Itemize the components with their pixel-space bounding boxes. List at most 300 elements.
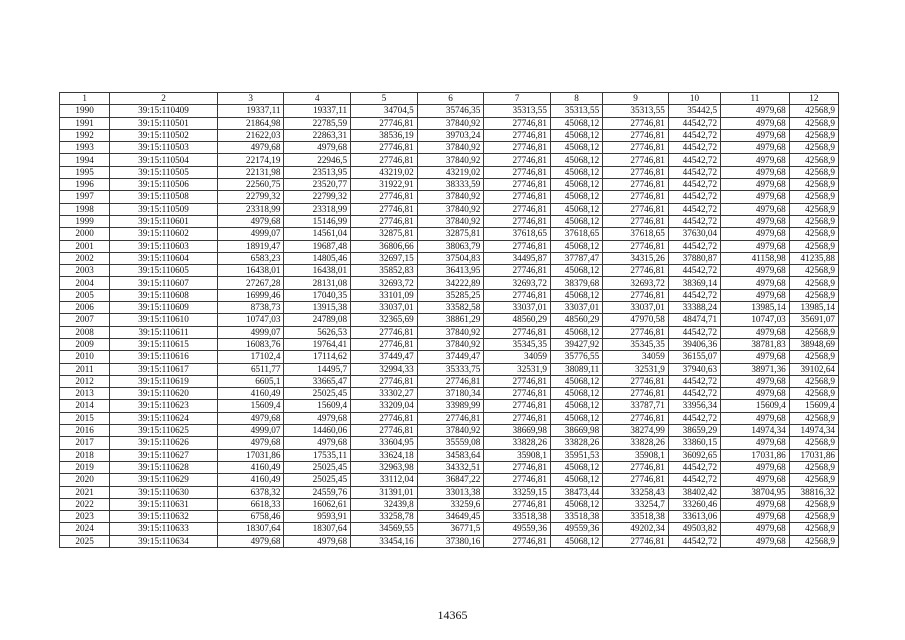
- table-cell: 35313,55: [550, 105, 602, 117]
- table-cell: 39:15:110630: [110, 486, 218, 498]
- table-cell: 22174,19: [217, 154, 284, 166]
- table-cell: 34569,55: [351, 523, 418, 535]
- table-cell: 27746,81: [484, 215, 551, 227]
- table-cell: 35313,55: [484, 105, 551, 117]
- table-cell: 38971,36: [721, 363, 790, 375]
- table-cell: 39:15:110610: [110, 314, 218, 326]
- table-cell: 27746,81: [484, 375, 551, 387]
- table-cell: 45068,12: [550, 117, 602, 129]
- column-header: 12: [789, 93, 838, 105]
- table-cell: 39:15:110632: [110, 511, 218, 523]
- table-cell: 27746,81: [603, 265, 669, 277]
- table-cell: 44542,72: [668, 142, 720, 154]
- table-cell: 44542,72: [668, 191, 720, 203]
- table-cell: 32875,81: [417, 228, 484, 240]
- table-cell: 2018: [60, 449, 110, 461]
- table-cell: 44542,72: [668, 326, 720, 338]
- table-cell: 45068,12: [550, 129, 602, 141]
- table-cell: 42568,9: [789, 277, 838, 289]
- table-cell: 42568,9: [789, 511, 838, 523]
- table-cell: 27746,81: [484, 166, 551, 178]
- table-cell: 33828,26: [484, 437, 551, 449]
- table-cell: 38659,29: [668, 425, 720, 437]
- table-cell: 8738,73: [217, 302, 284, 314]
- table-cell: 42568,9: [789, 289, 838, 301]
- table-cell: 27746,81: [603, 142, 669, 154]
- table-cell: 38816,32: [789, 486, 838, 498]
- table-cell: 9593,91: [284, 511, 351, 523]
- table-cell: 4979,68: [721, 105, 790, 117]
- table-cell: 37840,92: [417, 142, 484, 154]
- table-cell: 38536,19: [351, 129, 418, 141]
- table-cell: 27746,81: [484, 461, 551, 473]
- table-cell: 25025,45: [284, 461, 351, 473]
- table-cell: 32693,72: [351, 277, 418, 289]
- table-cell: 33258,43: [603, 486, 669, 498]
- table-cell: 49202,34: [603, 523, 669, 535]
- table-cell: 4979,68: [721, 129, 790, 141]
- table-cell: 4979,68: [721, 351, 790, 363]
- table-cell: 33828,26: [603, 437, 669, 449]
- table-cell: 27746,81: [484, 326, 551, 338]
- column-header: 4: [284, 93, 351, 105]
- table-cell: 39:15:110409: [110, 105, 218, 117]
- table-cell: 42568,9: [789, 498, 838, 510]
- table-cell: 39:15:110620: [110, 388, 218, 400]
- table-cell: 42568,9: [789, 166, 838, 178]
- table-cell: 42568,9: [789, 437, 838, 449]
- table-row: [60, 277, 839, 289]
- table-cell: 44542,72: [668, 535, 720, 547]
- table-cell: 14805,46: [284, 252, 351, 264]
- table-cell: 4999,07: [217, 228, 284, 240]
- table-cell: 44542,72: [668, 265, 720, 277]
- table-cell: 42568,9: [789, 191, 838, 203]
- table-cell: 42568,9: [789, 179, 838, 191]
- table-cell: 39:15:110604: [110, 252, 218, 264]
- table-cell: 4979,68: [721, 265, 790, 277]
- table-row: [60, 105, 839, 117]
- table-cell: 27746,81: [351, 375, 418, 387]
- table-cell: 4979,68: [721, 523, 790, 535]
- table-cell: 27746,81: [351, 215, 418, 227]
- table-cell: 2022: [60, 498, 110, 510]
- table-cell: 44542,72: [668, 474, 720, 486]
- table-cell: 14974,34: [721, 425, 790, 437]
- table-cell: 39:15:110625: [110, 425, 218, 437]
- table-cell: 33037,01: [484, 302, 551, 314]
- table-cell: 13915,38: [284, 302, 351, 314]
- table-cell: 35313,55: [603, 105, 669, 117]
- table-cell: 16083,76: [217, 338, 284, 350]
- table-cell: 44542,72: [668, 289, 720, 301]
- table-cell: 17031,86: [721, 449, 790, 461]
- table-cell: 44542,72: [668, 375, 720, 387]
- table-cell: 37618,65: [603, 228, 669, 240]
- table-cell: 4979,68: [217, 412, 284, 424]
- table-cell: 6583,23: [217, 252, 284, 264]
- table-cell: 37840,92: [417, 425, 484, 437]
- table-cell: 15146,99: [284, 215, 351, 227]
- table-cell: 42568,9: [789, 375, 838, 387]
- page-number: 14365: [437, 608, 468, 622]
- table-cell: 27746,81: [484, 179, 551, 191]
- table-row: [60, 425, 839, 437]
- table-cell: 39:15:110634: [110, 535, 218, 547]
- table-cell: 2012: [60, 375, 110, 387]
- table-cell: 22785,59: [284, 117, 351, 129]
- table-row: [60, 351, 839, 363]
- table-cell: 39427,92: [550, 338, 602, 350]
- table-row: [60, 265, 839, 277]
- table-cell: 19764,41: [284, 338, 351, 350]
- table-cell: 6618,33: [217, 498, 284, 510]
- table-cell: 4979,68: [721, 117, 790, 129]
- table-cell: 39:15:110502: [110, 129, 218, 141]
- table-cell: 38781,83: [721, 338, 790, 350]
- table-cell: 39:15:110603: [110, 240, 218, 252]
- table-cell: 42568,9: [789, 105, 838, 117]
- table-cell: 31391,01: [351, 486, 418, 498]
- table-row: [60, 388, 839, 400]
- table-cell: 37840,92: [417, 154, 484, 166]
- table-cell: 39:15:110631: [110, 498, 218, 510]
- table-cell: 38402,42: [668, 486, 720, 498]
- table-cell: 27746,81: [484, 117, 551, 129]
- table-cell: 27746,81: [484, 129, 551, 141]
- table-cell: 5626,53: [284, 326, 351, 338]
- table-cell: 32963,98: [351, 461, 418, 473]
- table-cell: 34704,5: [351, 105, 418, 117]
- table-cell: 45068,12: [550, 142, 602, 154]
- table-cell: 4160,49: [217, 388, 284, 400]
- table-cell: 37840,92: [417, 326, 484, 338]
- table-cell: 27746,81: [603, 535, 669, 547]
- table-row: [60, 215, 839, 227]
- table-cell: 32875,81: [351, 228, 418, 240]
- table-cell: 4979,68: [721, 154, 790, 166]
- table-body: [60, 105, 839, 548]
- table-cell: 19337,11: [284, 105, 351, 117]
- table-cell: 45068,12: [550, 240, 602, 252]
- table-cell: 2016: [60, 425, 110, 437]
- table-cell: 35746,35: [417, 105, 484, 117]
- table-cell: 4979,68: [721, 412, 790, 424]
- table-cell: 32439,8: [351, 498, 418, 510]
- table-cell: 42568,9: [789, 142, 838, 154]
- table-cell: 27746,81: [603, 326, 669, 338]
- table-cell: 42568,9: [789, 215, 838, 227]
- table-cell: 38704,95: [721, 486, 790, 498]
- table-cell: 44542,72: [668, 129, 720, 141]
- table-cell: 27746,81: [484, 412, 551, 424]
- table-cell: 42568,9: [789, 461, 838, 473]
- table-cell: 45068,12: [550, 461, 602, 473]
- table-cell: 18919,47: [217, 240, 284, 252]
- table-cell: 2011: [60, 363, 110, 375]
- table-cell: 4979,68: [721, 498, 790, 510]
- table-cell: 43219,02: [351, 166, 418, 178]
- table-cell: 42568,9: [789, 535, 838, 547]
- table-cell: 39:15:110615: [110, 338, 218, 350]
- table-cell: 14561,04: [284, 228, 351, 240]
- table-cell: 22799,32: [284, 191, 351, 203]
- column-header: 1: [60, 93, 110, 105]
- table-cell: 25025,45: [284, 388, 351, 400]
- table-cell: 6378,32: [217, 486, 284, 498]
- table-cell: 35345,35: [603, 338, 669, 350]
- table-cell: 4999,07: [217, 425, 284, 437]
- table-cell: 36092,65: [668, 449, 720, 461]
- table-cell: 39:15:110503: [110, 142, 218, 154]
- table-cell: 44542,72: [668, 179, 720, 191]
- table-cell: 39:15:110505: [110, 166, 218, 178]
- table-cell: 4979,68: [721, 437, 790, 449]
- table-row: [60, 338, 839, 350]
- table-cell: 33518,38: [603, 511, 669, 523]
- table-row: [60, 400, 839, 412]
- table-cell: 4160,49: [217, 474, 284, 486]
- table-cell: 39:15:110626: [110, 437, 218, 449]
- table-cell: 33828,26: [550, 437, 602, 449]
- table-cell: 27746,81: [603, 412, 669, 424]
- table-cell: 27746,81: [603, 375, 669, 387]
- table-row: [60, 252, 839, 264]
- table-cell: 33454,16: [351, 535, 418, 547]
- table-row: [60, 523, 839, 535]
- table-cell: 2017: [60, 437, 110, 449]
- table-cell: 35951,53: [550, 449, 602, 461]
- table-cell: 37840,92: [417, 215, 484, 227]
- table-cell: 38089,11: [550, 363, 602, 375]
- table-cell: 4979,68: [721, 375, 790, 387]
- table-cell: 27746,81: [603, 474, 669, 486]
- table-cell: 2019: [60, 461, 110, 473]
- table-cell: 2025: [60, 535, 110, 547]
- table-cell: 18307,64: [284, 523, 351, 535]
- table-cell: 42568,9: [789, 240, 838, 252]
- table-row: [60, 449, 839, 461]
- table-cell: 39:15:110607: [110, 277, 218, 289]
- table-cell: 34332,51: [417, 461, 484, 473]
- table-row: [60, 437, 839, 449]
- column-header: 6: [417, 93, 484, 105]
- table-cell: 27746,81: [603, 129, 669, 141]
- table-cell: 2009: [60, 338, 110, 350]
- table-cell: 39:15:110601: [110, 215, 218, 227]
- table-cell: 38063,79: [417, 240, 484, 252]
- table-cell: 33989,99: [417, 400, 484, 412]
- header-row: [60, 93, 839, 105]
- table-cell: 44542,72: [668, 388, 720, 400]
- table-cell: 38369,14: [668, 277, 720, 289]
- table-cell: 17102,4: [217, 351, 284, 363]
- table-cell: 27746,81: [417, 375, 484, 387]
- table-row: [60, 461, 839, 473]
- table-cell: 39:15:110619: [110, 375, 218, 387]
- table-cell: 32994,33: [351, 363, 418, 375]
- table-cell: 36413,95: [417, 265, 484, 277]
- table-cell: 15609,4: [217, 400, 284, 412]
- table-cell: 37840,92: [417, 191, 484, 203]
- table-cell: 42568,9: [789, 203, 838, 215]
- table-cell: 4979,68: [721, 228, 790, 240]
- table-cell: 2023: [60, 511, 110, 523]
- table-cell: 45068,12: [550, 179, 602, 191]
- table-cell: 1999: [60, 215, 110, 227]
- table-row: [60, 166, 839, 178]
- table-cell: 36847,22: [417, 474, 484, 486]
- table-cell: 4979,68: [721, 289, 790, 301]
- table-cell: 27746,81: [417, 412, 484, 424]
- table-cell: 27746,81: [484, 400, 551, 412]
- table-cell: 27746,81: [603, 289, 669, 301]
- table-row: [60, 302, 839, 314]
- table-cell: 33518,38: [484, 511, 551, 523]
- table-cell: 31922,91: [351, 179, 418, 191]
- table-row: [60, 117, 839, 129]
- table-row: [60, 375, 839, 387]
- table-cell: 27746,81: [603, 166, 669, 178]
- table-cell: 4979,68: [721, 474, 790, 486]
- table-cell: 4979,68: [217, 215, 284, 227]
- table-row: [60, 498, 839, 510]
- table-cell: 27746,81: [351, 142, 418, 154]
- table-cell: 41235,88: [789, 252, 838, 264]
- table-cell: 45068,12: [550, 535, 602, 547]
- table-cell: 27746,81: [351, 338, 418, 350]
- table-cell: 35691,07: [789, 314, 838, 326]
- table-cell: 39:15:110506: [110, 179, 218, 191]
- table-cell: 4979,68: [721, 179, 790, 191]
- table-cell: 34222,89: [417, 277, 484, 289]
- table-cell: 14460,06: [284, 425, 351, 437]
- table-cell: 37618,65: [484, 228, 551, 240]
- data-table: [59, 92, 839, 548]
- table-cell: 1997: [60, 191, 110, 203]
- table-cell: 1996: [60, 179, 110, 191]
- table-cell: 39:15:110602: [110, 228, 218, 240]
- table-cell: 33302,27: [351, 388, 418, 400]
- table-cell: 2001: [60, 240, 110, 252]
- column-header: 3: [217, 93, 284, 105]
- table-cell: 42568,9: [789, 326, 838, 338]
- table-cell: 33613,06: [668, 511, 720, 523]
- table-cell: 1992: [60, 129, 110, 141]
- table-cell: 42568,9: [789, 351, 838, 363]
- table-row: [60, 154, 839, 166]
- column-header: 2: [110, 93, 218, 105]
- table-cell: 39:15:110624: [110, 412, 218, 424]
- column-header: 10: [668, 93, 720, 105]
- table-cell: 2005: [60, 289, 110, 301]
- table-cell: 15609,4: [721, 400, 790, 412]
- table-cell: 1994: [60, 154, 110, 166]
- table-cell: 1993: [60, 142, 110, 154]
- table-cell: 37180,34: [417, 388, 484, 400]
- table-cell: 34315,26: [603, 252, 669, 264]
- table-cell: 45068,12: [550, 203, 602, 215]
- table-cell: 33582,58: [417, 302, 484, 314]
- table-row: [60, 289, 839, 301]
- column-header: 7: [484, 93, 551, 105]
- table-cell: 38861,29: [417, 314, 484, 326]
- table-cell: 42568,9: [789, 117, 838, 129]
- table-cell: 4979,68: [721, 277, 790, 289]
- table-cell: 34583,64: [417, 449, 484, 461]
- table-cell: 2013: [60, 388, 110, 400]
- table-cell: 42568,9: [789, 129, 838, 141]
- table-cell: 22946,5: [284, 154, 351, 166]
- table-cell: 27746,81: [484, 240, 551, 252]
- table-row: [60, 142, 839, 154]
- table-row: [60, 179, 839, 191]
- table-cell: 37449,47: [351, 351, 418, 363]
- table-cell: 17040,35: [284, 289, 351, 301]
- table-cell: 35333,75: [417, 363, 484, 375]
- table-cell: 33101,09: [351, 289, 418, 301]
- table-cell: 39:15:110633: [110, 523, 218, 535]
- table-cell: 42568,9: [789, 474, 838, 486]
- table-cell: 27746,81: [351, 191, 418, 203]
- table-cell: 21622,03: [217, 129, 284, 141]
- table-cell: 4979,68: [217, 142, 284, 154]
- table-cell: 1991: [60, 117, 110, 129]
- table-cell: 45068,12: [550, 412, 602, 424]
- table-cell: 2021: [60, 486, 110, 498]
- table-cell: 33254,7: [603, 498, 669, 510]
- table-cell: 4979,68: [721, 191, 790, 203]
- table-cell: 10747,03: [721, 314, 790, 326]
- table-cell: 32531,9: [603, 363, 669, 375]
- table-cell: 2006: [60, 302, 110, 314]
- table-cell: 35852,83: [351, 265, 418, 277]
- table-cell: 34495,87: [484, 252, 551, 264]
- table-cell: 37380,16: [417, 535, 484, 547]
- table-cell: 39:15:110623: [110, 400, 218, 412]
- table-cell: 22131,98: [217, 166, 284, 178]
- table-cell: 13985,14: [789, 302, 838, 314]
- table-row: [60, 129, 839, 141]
- table-cell: 45068,12: [550, 375, 602, 387]
- table-cell: 48560,29: [484, 314, 551, 326]
- table-cell: 2007: [60, 314, 110, 326]
- table-cell: 45068,12: [550, 388, 602, 400]
- table-cell: 33037,01: [550, 302, 602, 314]
- table-row: [60, 535, 839, 547]
- table-cell: 42568,9: [789, 265, 838, 277]
- table-cell: 44542,72: [668, 412, 720, 424]
- table-cell: 4979,68: [284, 437, 351, 449]
- table-cell: 2020: [60, 474, 110, 486]
- table-cell: 39:15:110628: [110, 461, 218, 473]
- table-cell: 33518,38: [550, 511, 602, 523]
- table-cell: 38669,98: [550, 425, 602, 437]
- table-cell: 21864,98: [217, 117, 284, 129]
- table-cell: 13985,14: [721, 302, 790, 314]
- table-cell: 32365,69: [351, 314, 418, 326]
- table-cell: 32531,9: [484, 363, 551, 375]
- table-cell: 39406,36: [668, 338, 720, 350]
- table-cell: 34059: [603, 351, 669, 363]
- table-cell: 37880,87: [668, 252, 720, 264]
- table-cell: 4979,68: [721, 535, 790, 547]
- table-cell: 37449,47: [417, 351, 484, 363]
- table-cell: 4979,68: [284, 142, 351, 154]
- table-cell: 4979,68: [721, 215, 790, 227]
- table-cell: 4999,07: [217, 326, 284, 338]
- table-cell: 37840,92: [417, 338, 484, 350]
